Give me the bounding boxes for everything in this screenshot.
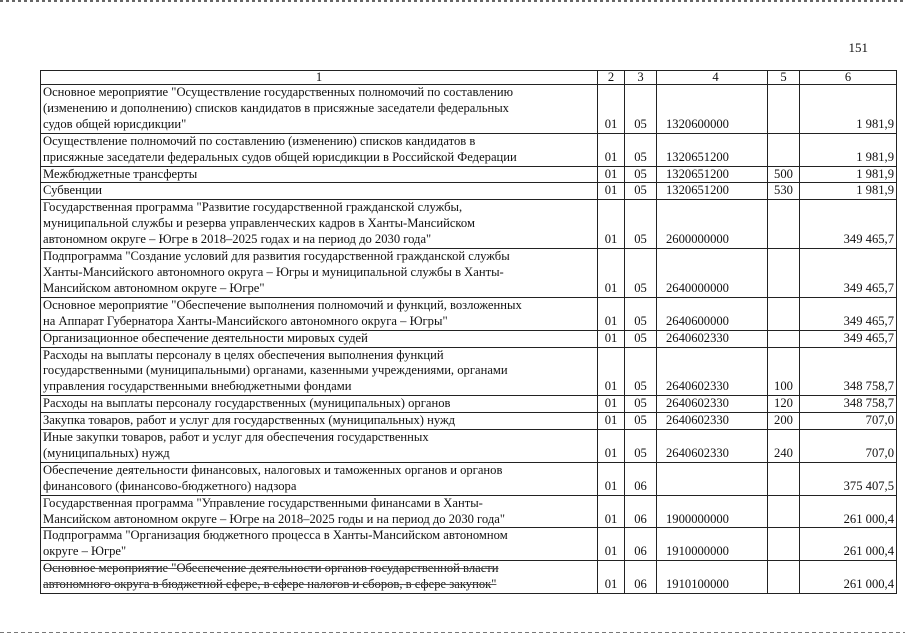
target-article-cell: 1320651200	[657, 133, 768, 166]
row-name-cell: Подпрограмма "Организация бюджетного процесса в Ханты-Мансийском автономном округе – Югре"	[41, 528, 598, 561]
row-name-cell: Осуществление полномочий по составлению (изменению) списков кандидатов в присяжные заседатели федеральных судов общей юрисдикции в Российской Федерации	[41, 133, 598, 166]
section-code-cell: 01	[598, 430, 625, 463]
row-name-cell: Межбюджетные трансферты	[41, 166, 598, 183]
section-code-cell: 01	[598, 561, 625, 594]
budget-table	[40, 70, 897, 594]
page-number: 151	[848, 40, 868, 55]
expense-type-cell	[768, 495, 800, 528]
target-article-cell: 1910100000	[657, 561, 768, 594]
amount-cell: 348 758,7	[800, 347, 897, 396]
table-row	[41, 297, 897, 330]
subsection-code-cell: 05	[625, 85, 657, 134]
amount-cell: 349 465,7	[800, 297, 897, 330]
section-code-cell: 01	[598, 396, 625, 413]
table-row	[41, 396, 897, 413]
subsection-code-cell: 05	[625, 396, 657, 413]
expense-type-cell	[768, 297, 800, 330]
row-name-cell: Государственная программа "Развитие государственной гражданской службы, муниципальной службы и резерва управленческих кадров в Ханты-Мансийском автономном округе – Югре в 2018–2025 годах и на период до 2030 года"	[41, 200, 598, 249]
subsection-code-cell: 06	[625, 462, 657, 495]
subsection-code-cell: 06	[625, 528, 657, 561]
section-code-cell: 01	[598, 347, 625, 396]
column-header-2: 2	[598, 71, 625, 85]
section-code-cell: 01	[598, 249, 625, 298]
amount-cell: 1 981,9	[800, 85, 897, 134]
row-name-cell: Субвенции	[41, 183, 598, 200]
amount-cell: 261 000,4	[800, 528, 897, 561]
row-name-cell: Основное мероприятие "Обеспечение выполнения полномочий и функций, возложенных на Аппарат Губернатора Ханты-Мансийского автономного округа – Югры"	[41, 297, 598, 330]
target-article-cell: 1910000000	[657, 528, 768, 561]
expense-type-cell: 240	[768, 430, 800, 463]
amount-cell: 707,0	[800, 430, 897, 463]
section-code-cell: 01	[598, 330, 625, 347]
target-article-cell	[657, 462, 768, 495]
amount-cell: 707,0	[800, 413, 897, 430]
expense-type-cell	[768, 249, 800, 298]
subsection-code-cell: 05	[625, 166, 657, 183]
section-code-cell: 01	[598, 528, 625, 561]
subsection-code-cell: 05	[625, 413, 657, 430]
expense-type-cell: 200	[768, 413, 800, 430]
table-row	[41, 462, 897, 495]
table-row	[41, 183, 897, 200]
scan-edge-bottom	[0, 632, 905, 633]
subsection-code-cell: 05	[625, 249, 657, 298]
section-code-cell: 01	[598, 297, 625, 330]
target-article-cell: 1900000000	[657, 495, 768, 528]
target-article-cell: 1320651200	[657, 183, 768, 200]
table-row	[41, 430, 897, 463]
row-name-cell: Основное мероприятие "Обеспечение деятельности органов государственной власти автономного округа в бюджетной сфере, в сфере налогов и сборов, в сфере закупок"	[41, 561, 598, 594]
section-code-cell: 01	[598, 200, 625, 249]
row-name-cell: Расходы на выплаты персоналу государственных (муниципальных) органов	[41, 396, 598, 413]
subsection-code-cell: 05	[625, 183, 657, 200]
section-code-cell: 01	[598, 413, 625, 430]
target-article-cell: 2600000000	[657, 200, 768, 249]
table-row	[41, 561, 897, 594]
amount-cell: 1 981,9	[800, 183, 897, 200]
subsection-code-cell: 05	[625, 347, 657, 396]
amount-cell: 375 407,5	[800, 462, 897, 495]
subsection-code-cell: 06	[625, 495, 657, 528]
expense-type-cell	[768, 561, 800, 594]
expense-type-cell	[768, 85, 800, 134]
section-code-cell: 01	[598, 166, 625, 183]
section-code-cell: 01	[598, 183, 625, 200]
amount-cell: 349 465,7	[800, 200, 897, 249]
section-code-cell: 01	[598, 133, 625, 166]
table-row	[41, 166, 897, 183]
table-row	[41, 330, 897, 347]
table-row	[41, 495, 897, 528]
row-name-cell: Закупка товаров, работ и услуг для государственных (муниципальных) нужд	[41, 413, 598, 430]
row-name-cell: Расходы на выплаты персоналу в целях обеспечения выполнения функций государственными (муниципальными) органами, казенными учреждениями, органами управления государственными внебюджетными фондами	[41, 347, 598, 396]
column-header-4: 4	[657, 71, 768, 85]
row-name-cell: Организационное обеспечение деятельности мировых судей	[41, 330, 598, 347]
row-name-cell: Подпрограмма "Создание условий для развития государственной гражданской службы Ханты-Мансийского автономного округа – Югры и муниципальной службы в Ханты- Мансийском автономном округе – Югре"	[41, 249, 598, 298]
table-row	[41, 85, 897, 134]
expense-type-cell: 530	[768, 183, 800, 200]
expense-type-cell: 120	[768, 396, 800, 413]
amount-cell: 349 465,7	[800, 330, 897, 347]
subsection-code-cell: 05	[625, 133, 657, 166]
table-row	[41, 133, 897, 166]
table-header-row	[41, 71, 897, 85]
expense-type-cell	[768, 330, 800, 347]
row-name-cell: Обеспечение деятельности финансовых, налоговых и таможенных органов и органов финансового (финансово-бюджетного) надзора	[41, 462, 598, 495]
target-article-cell: 2640602330	[657, 396, 768, 413]
expense-type-cell: 100	[768, 347, 800, 396]
subsection-code-cell: 05	[625, 430, 657, 463]
expense-type-cell	[768, 133, 800, 166]
section-code-cell: 01	[598, 85, 625, 134]
row-name-cell: Основное мероприятие "Осуществление государственных полномочий по составлению (изменению и дополнению) списков кандидатов в присяжные заседатели федеральных судов общей юрисдикции"	[41, 85, 598, 134]
table-row	[41, 200, 897, 249]
target-article-cell: 2640600000	[657, 297, 768, 330]
table-row	[41, 249, 897, 298]
section-code-cell: 01	[598, 495, 625, 528]
column-header-6: 6	[800, 71, 897, 85]
expense-type-cell: 500	[768, 166, 800, 183]
target-article-cell: 2640602330	[657, 413, 768, 430]
target-article-cell: 2640602330	[657, 430, 768, 463]
target-article-cell: 1320651200	[657, 166, 768, 183]
scan-edge-top	[0, 0, 905, 2]
amount-cell: 348 758,7	[800, 396, 897, 413]
expense-type-cell	[768, 528, 800, 561]
target-article-cell: 2640000000	[657, 249, 768, 298]
table-row	[41, 528, 897, 561]
column-header-1: 1	[41, 71, 598, 85]
target-article-cell: 1320600000	[657, 85, 768, 134]
amount-cell: 1 981,9	[800, 166, 897, 183]
table-row	[41, 347, 897, 396]
expense-type-cell	[768, 462, 800, 495]
subsection-code-cell: 05	[625, 200, 657, 249]
target-article-cell: 2640602330	[657, 330, 768, 347]
column-header-3: 3	[625, 71, 657, 85]
expense-type-cell	[768, 200, 800, 249]
amount-cell: 349 465,7	[800, 249, 897, 298]
table-body	[41, 85, 897, 594]
row-name-cell: Иные закупки товаров, работ и услуг для обеспечения государственных (муниципальных) нужд	[41, 430, 598, 463]
row-name-cell: Государственная программа "Управление государственными финансами в Ханты- Мансийском автономном округе – Югре на 2018–2025 годы и на период до 2030 года"	[41, 495, 598, 528]
amount-cell: 1 981,9	[800, 133, 897, 166]
subsection-code-cell: 06	[625, 561, 657, 594]
table-row	[41, 413, 897, 430]
subsection-code-cell: 05	[625, 297, 657, 330]
subsection-code-cell: 05	[625, 330, 657, 347]
target-article-cell: 2640602330	[657, 347, 768, 396]
amount-cell: 261 000,4	[800, 561, 897, 594]
amount-cell: 261 000,4	[800, 495, 897, 528]
column-header-5: 5	[768, 71, 800, 85]
section-code-cell: 01	[598, 462, 625, 495]
